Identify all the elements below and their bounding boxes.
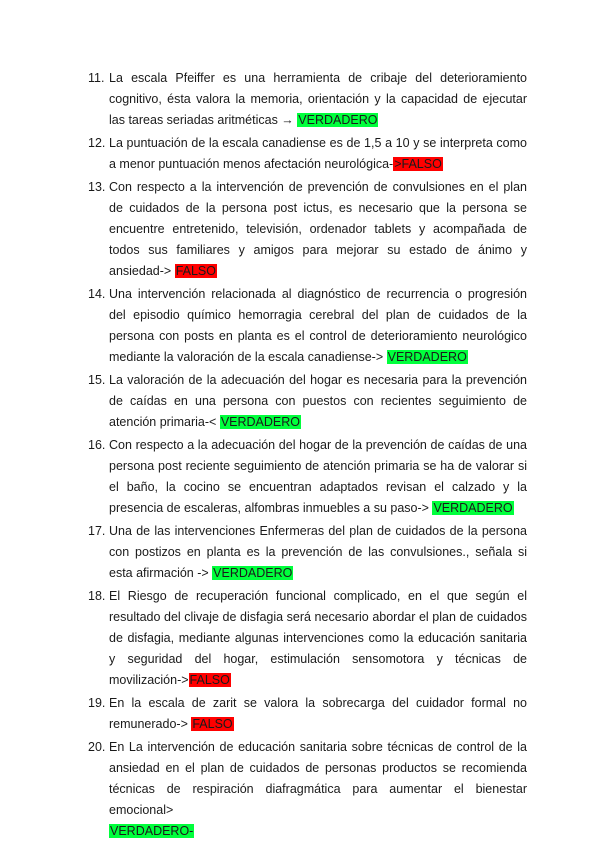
answer-true: VERDADERO bbox=[298, 113, 378, 127]
answer-true: VERDADERO bbox=[220, 415, 301, 429]
answer-true: VERDADERO bbox=[213, 566, 293, 580]
answer-true: VERDADERO bbox=[387, 350, 467, 364]
statement: Una intervención relacionada al diagnóstico de recurrencia o progresión del episodio químico hemorragia cerebral del plan de cuidados de la persona con posts en planta es el control de deterioramiento neurológico mediante la valoración de la escala canadiense-> bbox=[109, 287, 527, 364]
item-number: 11. bbox=[88, 71, 105, 85]
item-text bbox=[109, 177, 527, 282]
item-text bbox=[109, 737, 527, 842]
statement: La escala Pfeiffer es una herramienta de cribaje del deterioramiento cognitivo, ésta valora la memoria, orientación y la capacidad de ejecutar las tareas seriadas aritméticas → bbox=[109, 71, 527, 127]
list-item bbox=[0, 133, 600, 175]
answer-false: FALSO bbox=[189, 673, 230, 687]
item-text bbox=[109, 284, 527, 368]
statement: Con respecto a la intervención de prevención de convulsiones en el plan de cuidados de la persona post ictus, es necesario que la persona se encuentre entretenido, televisión, ordenador tablets y acompañada de todos sus familiares y amigos para mejorar su estado de ánimo y ansiedad-> bbox=[109, 180, 527, 278]
item-number: 20. bbox=[88, 740, 106, 754]
list-item bbox=[0, 521, 600, 584]
item-number: 17. bbox=[88, 524, 106, 538]
statement: Una de las intervenciones Enfermeras del plan de cuidados de la persona con postizos en planta es la prevención de las convulsiones., señala si esta afirmación -> bbox=[109, 524, 527, 580]
statement: La valoración de la adecuación del hogar es necesaria para la prevención de caídas en una persona con puestos con recientes seguimiento de atención primaria-< bbox=[109, 373, 527, 429]
item-number: 13. bbox=[88, 180, 106, 194]
item-number: 12. bbox=[88, 136, 106, 150]
answer-true: VERDADERO bbox=[433, 501, 513, 515]
item-text bbox=[109, 693, 527, 735]
question-list bbox=[0, 68, 600, 844]
list-item bbox=[0, 586, 600, 691]
item-text bbox=[109, 133, 527, 175]
statement: En la escala de zarit se valora la sobrecarga del cuidador formal no remunerado-> bbox=[109, 696, 527, 731]
item-number: 18. bbox=[88, 589, 106, 603]
answer-true: VERDADERO- bbox=[110, 824, 194, 838]
statement: El Riesgo de recuperación funcional complicado, en el que según el resultado del clivaje de disfagia será necesario abordar el plan de cuidados de disfagia, mediante algunas intervenciones como la educación sanitaria y seguridad del hogar, estimulación sensomotora y técnicas de movilización-> bbox=[109, 589, 527, 687]
item-text bbox=[109, 586, 527, 691]
item-number: 16. bbox=[88, 438, 106, 452]
statement: La puntuación de la escala canadiense es de 1,5 a 10 y se interpreta como a menor puntuación menos afectación neurológica- bbox=[109, 136, 527, 171]
answer-false: FALSO bbox=[192, 717, 233, 731]
statement: En La intervención de educación sanitaria sobre técnicas de control de la ansiedad en el plan de cuidados de personas productos se recomienda técnicas de respiración diafragmática para aumentar el bienestar emocional> bbox=[109, 740, 527, 817]
list-item bbox=[0, 370, 600, 433]
statement: Con respecto a la adecuación del hogar de la prevención de caídas de una persona post reciente seguimiento de atención primaria se ha de valorar si el baño, la cocino se encuentran adaptados revisan el calzado y la presencia de escaleras, alfombras inmuebles a su paso-> bbox=[109, 438, 527, 515]
item-number: 19. bbox=[88, 696, 106, 710]
item-text bbox=[109, 521, 527, 584]
answer-false: FALSO bbox=[175, 264, 216, 278]
item-text bbox=[109, 68, 527, 131]
item-number: 14. bbox=[88, 287, 106, 301]
list-item bbox=[0, 68, 600, 131]
list-item bbox=[0, 737, 600, 842]
item-text bbox=[109, 370, 527, 433]
list-item bbox=[0, 177, 600, 282]
answer-false: >FALSO bbox=[394, 157, 442, 171]
list-item bbox=[0, 693, 600, 735]
item-text bbox=[109, 435, 527, 519]
list-item bbox=[0, 435, 600, 519]
list-item bbox=[0, 284, 600, 368]
item-number: 15. bbox=[88, 373, 106, 387]
